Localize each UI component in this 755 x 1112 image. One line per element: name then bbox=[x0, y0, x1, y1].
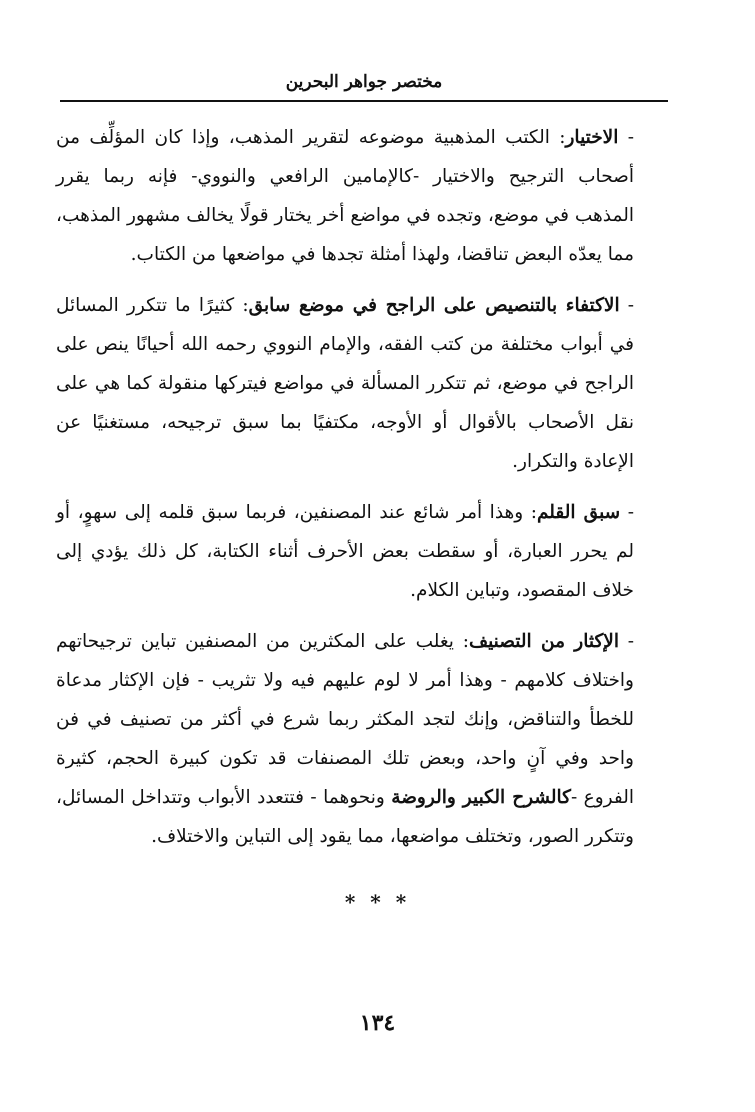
entry-dash: - bbox=[619, 295, 634, 316]
entry-text-end: ونحوهما - فتتعدد الأبواب وتتداخل المسائل، وتتكرر الصور، وتختلف مواضعها، مما يقود إلى التباين والاختلاف. bbox=[56, 787, 634, 847]
entry-dash: - bbox=[620, 502, 634, 523]
entry-term: سبق القلم bbox=[537, 502, 621, 523]
entry-iktifa bbox=[56, 286, 634, 481]
entry-text: : الكتب المذهبية موضوعه لتقرير المذهب، وإذا كان المؤلِّف من أصحاب الترجيح والاختيار -كالإمامين الرافعي والنووي- فإنه ربما يقرر المذهب في موضع، وتجده في مواضع أخر يختار قولًا يخالف مشهور المذهب، مما يعدّه البعض تناقضا، ولهذا أمثلة تجدها في مواضعها من الكتاب. bbox=[56, 127, 634, 265]
page-number: ١٣٤ bbox=[359, 1010, 396, 1036]
entry-text: : كثيرًا ما تتكرر المسائل في أبواب مختلفة من كتب الفقه، والإمام النووي رحمه الله أحيانًا ينص على الراجح في موضع، ثم تتكرر المسألة في مواضع فيتركها منقولة كما هي على نقل الأصحاب بالأقوال أو الأوجه، مكتفيًا بما سبق ترجيحه، مستغنيًا عن الإعادة والتكرار. bbox=[56, 295, 634, 472]
entry-term: الاختيار bbox=[565, 127, 619, 148]
entry-text: : يغلب على المكثرين من المصنفين تباين ترجيحاتهم واختلاف كلامهم - وهذا أمر لا لوم عليهم فيه ولا تثريب - فإن الإكثار مدعاة للخطأ والتناقض، وإنك لتجد المكثر ربما شرع في أكثر من تصنيف في فن واحد وفي آنٍ واحد، وبعض تلك المصنفات قد تكون كبيرة الحجم، كثيرة الفروع - bbox=[56, 631, 634, 808]
entry-term: الاكتفاء بالتنصيص على الراجح في موضع سابق bbox=[248, 295, 620, 316]
entry-inline-bold: كالشرح الكبير والروضة bbox=[391, 787, 571, 808]
body-text bbox=[56, 118, 634, 868]
entry-text: : وهذا أمر شائع عند المصنفين، فربما سبق قلمه إلى سهوٍ، أو لم يحرر العبارة، أو سقطت بعض الأحرف أثناء الكتابة، كل ذلك يؤدي إلى خلاف المقصود، وتباين الكلام. bbox=[56, 502, 634, 601]
entry-dash: - bbox=[618, 631, 634, 652]
entry-ikhtiyar bbox=[56, 118, 634, 274]
entry-dash: - bbox=[618, 127, 634, 148]
entry-sabq-al-qalam bbox=[56, 493, 634, 610]
entry-term: الإكثار من التصنيف bbox=[468, 631, 619, 652]
header-rule bbox=[60, 100, 668, 102]
running-header: مختصر جواهر البحرين bbox=[285, 72, 443, 92]
section-separator: * * * bbox=[344, 890, 411, 914]
entry-ikthar bbox=[56, 622, 634, 856]
